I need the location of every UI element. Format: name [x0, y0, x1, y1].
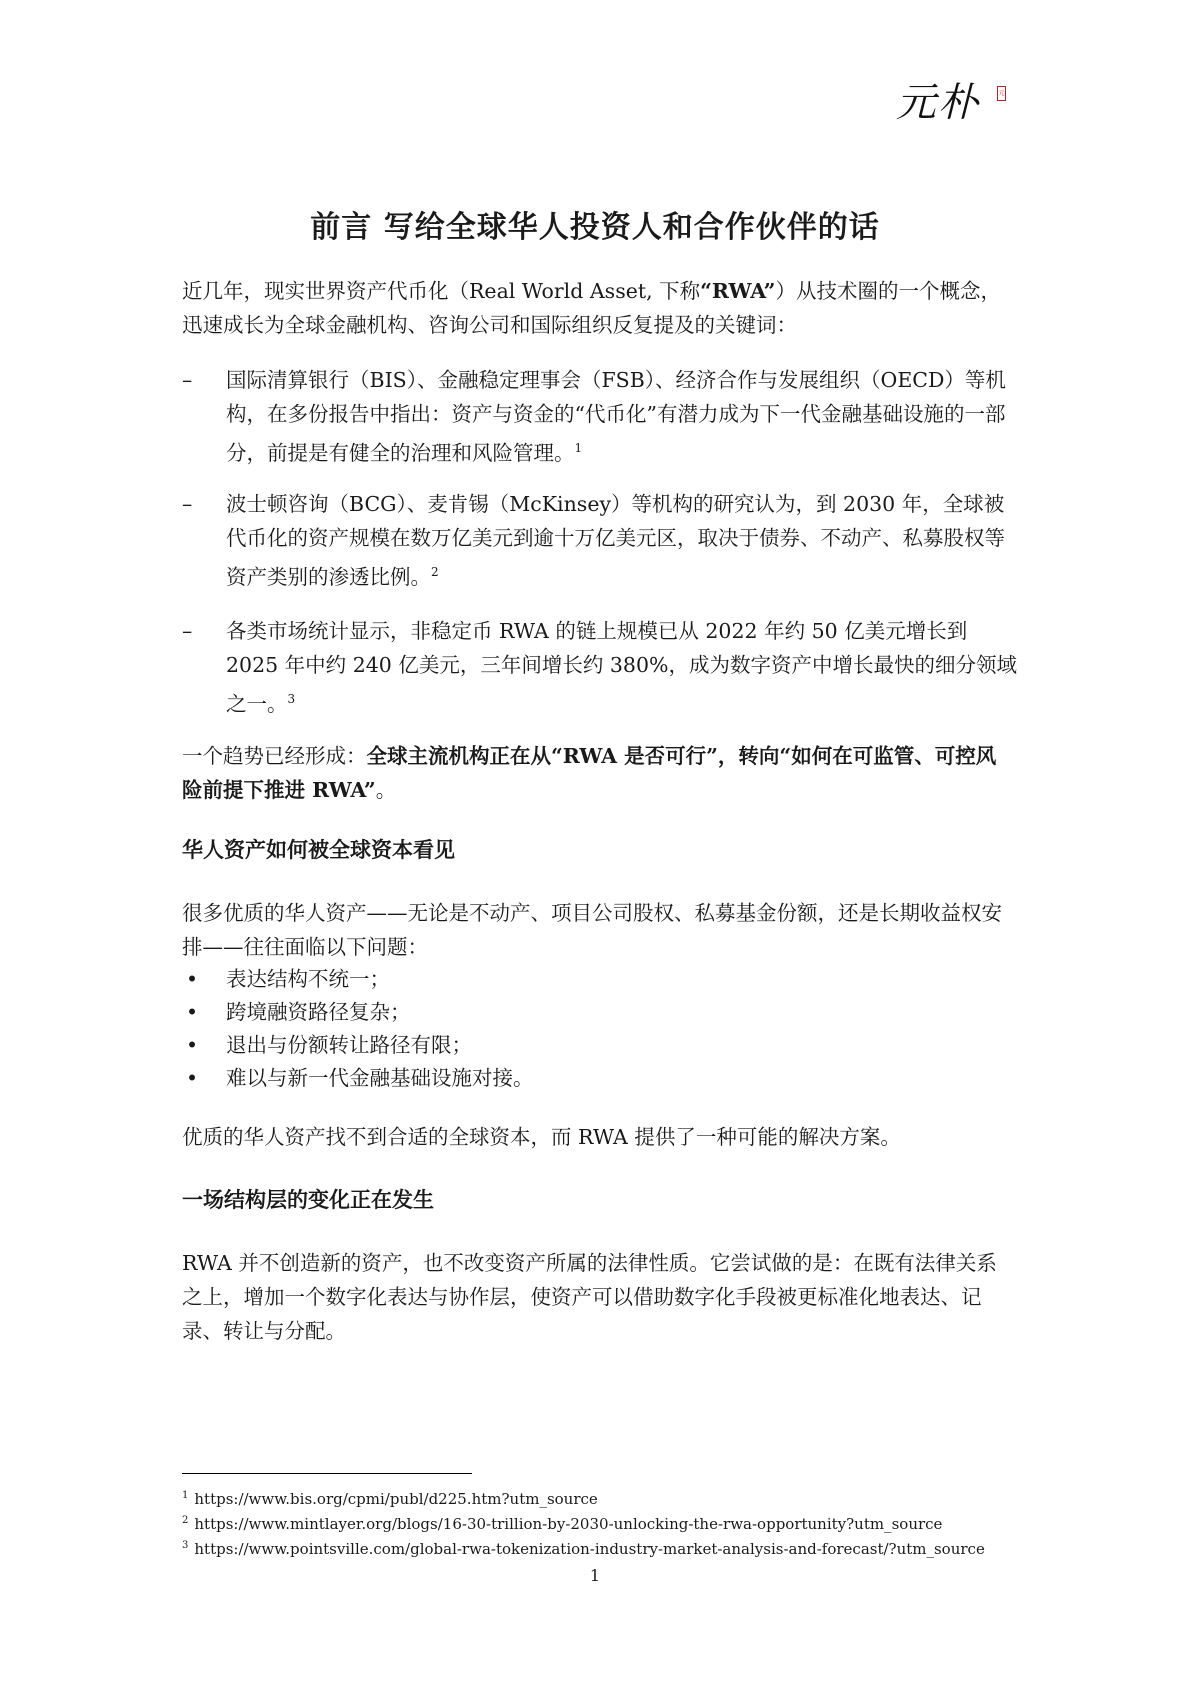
- bullet-list-item: [182, 1028, 982, 1062]
- bullet-list-item: [182, 962, 982, 996]
- bullet-list-item: [182, 995, 982, 1029]
- footnote-item: [182, 1485, 1002, 1510]
- footnote-link[interactable]: https://www.mintlayer.org/blogs/16-30-trillion-by-2030-unlocking-the-rwa-opportunity?utm_source: [194, 1515, 943, 1533]
- section2-body: RWA 并不创造新的资产，也不改变资产所属的法律性质。它尝试做的是：在既有法律关系之上，增加一个数字化表达与协作层，使资产可以借助数字化手段被更标准化地表达、记录、转让与分配。: [182, 1251, 997, 1343]
- footnote-item: [182, 1535, 1002, 1560]
- bullet-item-text: 难以与新一代金融基础设施对接。: [226, 1066, 534, 1090]
- footnote-number: 3: [182, 1540, 189, 1551]
- trend-text-bold: 全球主流机构正在从“RWA 是否可行”，转向“如何在可监管、可控风险前提下推进 RWA”: [182, 744, 997, 802]
- bullet-item-text: 退出与份额转让路径有限；: [226, 1033, 472, 1057]
- intro-text-pre: 近几年，现实世界资产代币化（Real World Asset, 下称: [182, 279, 701, 303]
- page-title: 前言 写给全球华人投资人和合作伙伴的话: [310, 210, 880, 245]
- footnote-divider: [182, 1473, 472, 1474]
- footnote-link[interactable]: https://www.bis.org/cpmi/publ/d225.htm?utm_source: [194, 1490, 598, 1508]
- trend-text-post: 。: [375, 778, 397, 802]
- red-seal-icon: 元: [997, 86, 1006, 101]
- footnote-ref: 3: [287, 692, 296, 706]
- footnote-number: 1: [182, 1490, 189, 1501]
- footnote-ref: 1: [574, 441, 583, 455]
- bullet-marker: •: [186, 1033, 199, 1057]
- section1-conclusion: 优质的华人资产找不到合适的全球资本，而 RWA 提供了一种可能的解决方案。: [182, 1125, 901, 1149]
- section-heading: 华人资产如何被全球资本看见: [182, 837, 455, 862]
- footnote-number: 2: [182, 1515, 189, 1526]
- dash-list-item: [182, 487, 1018, 594]
- dash-item-text: 国际清算银行（BIS）、金融稳定理事会（FSB）、经济合作与发展组织（OECD）等机构，在多份报告中指出：资产与资金的“代币化”有潜力成为下一代金融基础设施的一部分，前提是有健全的治理和风险管理。: [226, 368, 1006, 465]
- bullet-list-item: [182, 1061, 982, 1095]
- footnote-link[interactable]: https://www.pointsville.com/global-rwa-tokenization-industry-market-analysis-and-forecast/?utm_source: [194, 1540, 985, 1558]
- dash-marker: –: [182, 619, 193, 643]
- trend-paragraph: [182, 739, 1008, 807]
- bullet-item-text: 跨境融资路径复杂；: [226, 1000, 411, 1024]
- section1-intro: 很多优质的华人资产——无论是不动产、项目公司股权、私募基金份额，还是长期收益权安排——往往面临以下问题：: [182, 901, 1002, 959]
- brand-logo: [896, 78, 1006, 128]
- bullet-marker: •: [186, 1000, 199, 1024]
- footnote-ref: 2: [431, 565, 439, 579]
- dash-list-item: [182, 614, 1018, 721]
- brand-logo-text: 元朴: [896, 80, 980, 126]
- trend-text-pre: 一个趋势已经形成：: [182, 744, 367, 768]
- dash-item-text: 各类市场统计显示，非稳定币 RWA 的链上规模已从 2022 年约 50 亿美元增长到 2025 年中约 240 亿美元，三年间增长约 380%，成为数字资产中增长最快的细分领域之一。: [226, 619, 1017, 716]
- intro-text-post: ）从技术圈的一个概念，迅速成长为全球金融机构、咨询公司和国际组织反复提及的关键词：: [182, 279, 1001, 337]
- bullet-item-text: 表达结构不统一；: [226, 967, 390, 991]
- dash-marker: –: [182, 492, 193, 516]
- section-heading: 一场结构层的变化正在发生: [182, 1187, 434, 1212]
- dash-list-item: [182, 363, 1018, 470]
- bullet-marker: •: [186, 967, 199, 991]
- bullet-marker: •: [186, 1066, 199, 1090]
- dash-item-text: 波士顿咨询（BCG）、麦肯锡（McKinsey）等机构的研究认为，到 2030 年，全球被代币化的资产规模在数万亿美元到逾十万亿美元区，取决于债券、不动产、私募股权等资产类别的渗透比例。: [226, 492, 1005, 589]
- intro-text-bold: “RWA”: [700, 279, 776, 303]
- intro-paragraph: [182, 274, 1008, 342]
- footnote-item: [182, 1510, 1002, 1535]
- page-number: 1: [589, 1566, 601, 1585]
- footnotes: [182, 1485, 1002, 1560]
- dash-marker: –: [182, 368, 193, 392]
